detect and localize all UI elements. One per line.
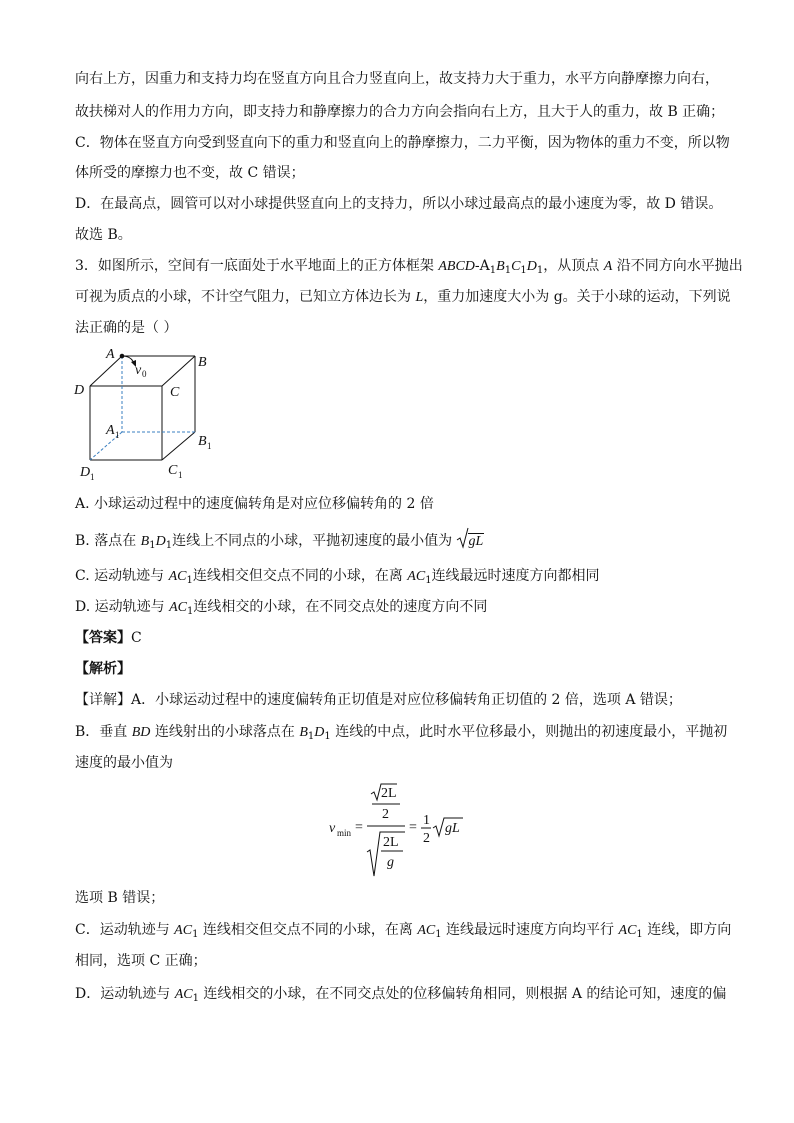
svg-text:2L: 2L xyxy=(383,835,399,850)
text-line: D．在最高点，圆管可以对小球提供竖直向上的支持力，所以小球过最高点的最小速度为零，故 D 错误。 xyxy=(75,196,723,212)
explain-b-line2: 速度的最小值为 xyxy=(75,755,173,771)
question-line: 3．如图所示，空间有一底面处于水平地面上的正方体框架 ABCD-$A_1B_1C_1D_1$，从顶点 A 沿不同方向水平抛出 xyxy=(75,258,743,276)
answer-line xyxy=(75,628,725,648)
analysis-label: 【解析】 xyxy=(75,661,131,677)
label-a1-sub: 1 xyxy=(115,430,120,440)
svg-text:=: = xyxy=(355,820,363,835)
option-b: B. 落点在 $B_1D_1$连线上不同点的小球，平抛初速度的最小值为 gL xyxy=(75,529,725,553)
text-line: 故选 B。 xyxy=(75,227,132,243)
option-a: A. 小球运动过程中的速度偏转角是对应位移偏转角的 2 倍 xyxy=(75,496,434,512)
svg-text:v: v xyxy=(329,821,336,836)
explain-a: 【详解】A．小球运动过程中的速度偏转角正切值是对应位移偏转角正切值的 2 倍，选项 A 错误； xyxy=(75,692,682,708)
svg-text:gL: gL xyxy=(445,821,460,836)
svg-text:1: 1 xyxy=(423,813,430,828)
label-d1-sub: 1 xyxy=(90,472,95,482)
label-v: v xyxy=(135,363,142,378)
svg-text:g: g xyxy=(387,855,394,870)
explain-b-after: 选项 B 错误； xyxy=(75,890,165,906)
explain-b: B．垂直 BD 连线射出的小球落点在 $B_1D_1$ 连线的中点，此时水平位移最小，则抛出的初速度最小，平抛初 xyxy=(75,724,728,742)
label-c: C xyxy=(170,385,180,400)
answer-value: C xyxy=(131,630,142,646)
svg-text:2L: 2L xyxy=(381,786,397,801)
cube-figure xyxy=(70,342,230,484)
answer-label: 【答案】 xyxy=(75,630,131,646)
text-line: 故扶梯对人的作用力方向，即支持力和静摩擦力的合力方向会指向右上方，且大于人的重力，故 B 正确； xyxy=(75,104,725,120)
svg-text:=: = xyxy=(409,820,417,835)
svg-text:2: 2 xyxy=(382,807,389,822)
label-v-sub: 0 xyxy=(142,369,147,379)
explain-c-line2: 相同，选项 C 正确； xyxy=(75,953,207,969)
label-a1: A xyxy=(106,423,115,438)
label-b: B xyxy=(198,355,207,370)
label-b1: B xyxy=(198,434,207,449)
sqrt-gl: gL xyxy=(457,529,485,554)
question-line: 可视为质点的小球，不计空气阻力，已知立方体边长为 L，重力加速度大小为 g。关于小球的运动，下列说 xyxy=(75,289,731,305)
text-line: 体所受的摩擦力也不变，故 C 错误； xyxy=(75,165,305,181)
text-line: 向右上方，因重力和支持力均在竖直方向且合力竖直向上，故支持力大于重力，水平方向静摩擦力向右， xyxy=(75,71,719,87)
option-d: D. 运动轨迹与 $AC_1$连线相交的小球，在不同交点处的速度方向不同 xyxy=(75,599,488,617)
option-c: C. 运动轨迹与 $AC_1$连线相交但交点不同的小球，在离 $AC_1$连线最远时速度方向都相同 xyxy=(75,568,600,586)
text-line: C．物体在竖直方向受到竖直向下的重力和竖直向上的静摩擦力，二力平衡，因为物体的重力不变，所以物 xyxy=(75,135,730,151)
question-line: 法正确的是（ ） xyxy=(75,320,178,336)
label-c1-sub: 1 xyxy=(178,470,183,480)
explain-c: C．运动轨迹与 $AC_1$ 连线相交但交点不同的小球，在离 $AC_1$ 连线最远时速度方向均平行 $AC_1$ 连线，即方向 xyxy=(75,922,732,940)
label-c1: C xyxy=(168,463,178,478)
label-d: D xyxy=(74,383,85,398)
formula-vmin xyxy=(325,780,475,880)
label-d1: D xyxy=(80,465,91,480)
svg-text:min: min xyxy=(337,828,352,838)
explain-d: D．运动轨迹与 $AC_1$ 连线相交的小球，在不同交点处的位移偏转角相同，则根据 A 的结论可知，速度的偏 xyxy=(75,986,727,1004)
label-a: A xyxy=(106,347,115,362)
label-b1-sub: 1 xyxy=(207,441,212,451)
svg-text:2: 2 xyxy=(423,831,430,846)
